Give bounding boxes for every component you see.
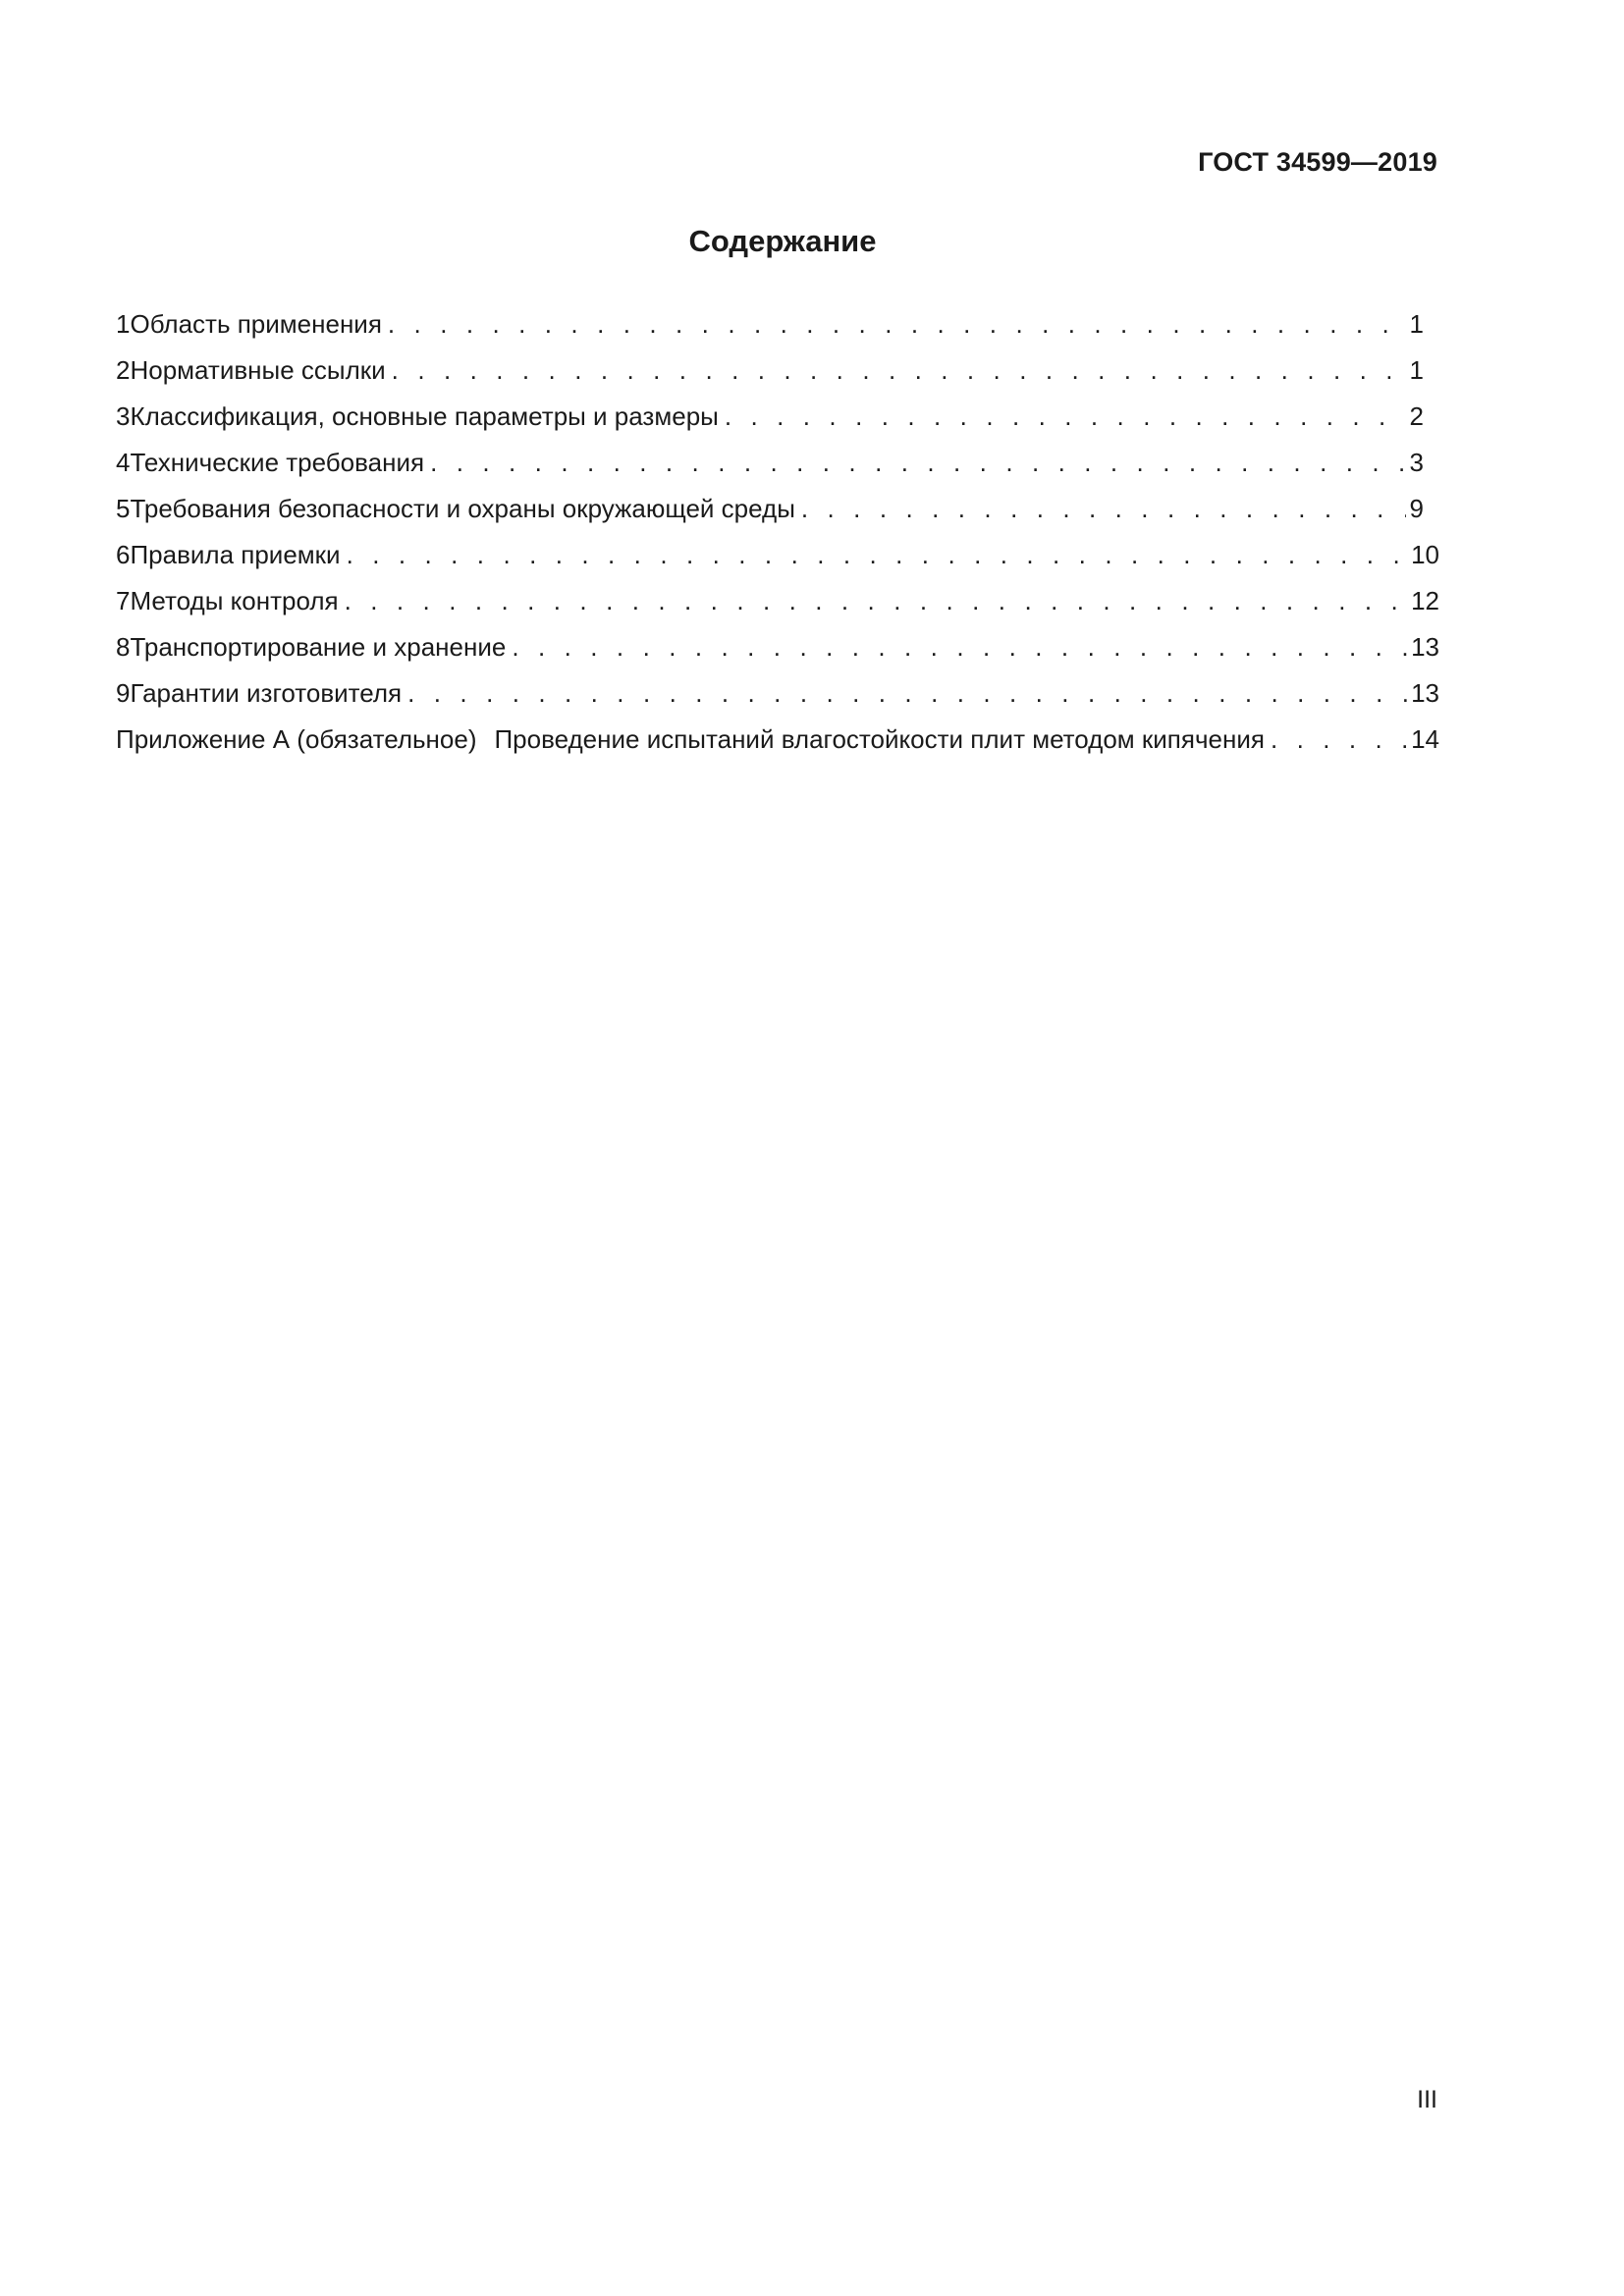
- toc-entry-page: 12: [1411, 586, 1439, 615]
- toc-appendix-entry[interactable]: [116, 722, 1439, 769]
- toc-title: Содержание: [688, 224, 877, 258]
- toc-entry[interactable]: [116, 400, 1439, 446]
- toc-entry[interactable]: [116, 676, 1439, 722]
- toc-entry-title: Классификация, основные параметры и размеры: [130, 401, 719, 431]
- toc-entry-title: Методы контроля: [130, 586, 339, 615]
- toc-entry-number: 2: [116, 355, 131, 385]
- toc-entry-title: Требования безопасности и охраны окружающей среды: [130, 494, 795, 523]
- page-number: III: [1417, 2086, 1437, 2113]
- toc-entry[interactable]: [116, 307, 1439, 353]
- toc-dot-leader: [392, 353, 1406, 387]
- toc-entry-page: 13: [1411, 632, 1439, 662]
- toc-entry-page: 2: [1409, 401, 1424, 431]
- toc-entry-page: 1: [1409, 355, 1424, 385]
- toc-entry-title: Транспортирование и хранение: [130, 632, 507, 662]
- toc-entry[interactable]: [116, 538, 1439, 584]
- toc-dot-leader: [512, 630, 1407, 664]
- toc-entry-number: 4: [116, 448, 131, 477]
- toc-entry-page: 10: [1411, 540, 1439, 569]
- toc-entry-number: 1: [116, 309, 131, 339]
- toc-dot-leader: [725, 400, 1406, 433]
- toc-entry-title: Гарантии изготовителя: [130, 678, 403, 708]
- toc-entry-page: 1: [1409, 309, 1424, 339]
- toc-entry[interactable]: [116, 584, 1439, 630]
- toc-entry[interactable]: [116, 353, 1439, 400]
- toc-entry-number: 9: [116, 678, 131, 708]
- toc-entry-page: 14: [1411, 724, 1439, 754]
- toc-entry[interactable]: [116, 492, 1439, 538]
- toc-dot-leader: [347, 538, 1408, 571]
- toc-entry-number: 7: [116, 586, 131, 615]
- toc-appendix-label: Приложение А (обязательное): [116, 724, 477, 754]
- toc-entry-number: 6: [116, 540, 131, 569]
- toc-appendix-title: Проведение испытаний влагостойкости плит методом кипячения: [494, 724, 1265, 754]
- toc-dot-leader: [407, 676, 1407, 710]
- toc-entry-title: Правила приемки: [130, 540, 341, 569]
- toc-dot-leader: [801, 492, 1406, 525]
- toc-entry-title: Технические требования: [130, 448, 425, 477]
- toc-entry-page: 13: [1411, 678, 1439, 708]
- toc-entry-number: 8: [116, 632, 131, 662]
- toc-entry-title: Область применения: [130, 309, 382, 339]
- toc-entry[interactable]: [116, 446, 1439, 492]
- toc-entry-number: 5: [116, 494, 131, 523]
- toc-dot-leader: [345, 584, 1407, 617]
- table-of-contents: [116, 307, 1439, 769]
- toc-dot-leader: [388, 307, 1406, 341]
- toc-entry-page: 3: [1409, 448, 1424, 477]
- toc-entry-title: Нормативные ссылки: [130, 355, 386, 385]
- toc-dot-leader: [430, 446, 1405, 479]
- toc-entry-page: 9: [1409, 494, 1424, 523]
- toc-entry[interactable]: [116, 630, 1439, 676]
- document-code: ГОСТ 34599—2019: [1198, 147, 1437, 177]
- toc-dot-leader: [1271, 722, 1407, 756]
- toc-entry-number: 3: [116, 401, 131, 431]
